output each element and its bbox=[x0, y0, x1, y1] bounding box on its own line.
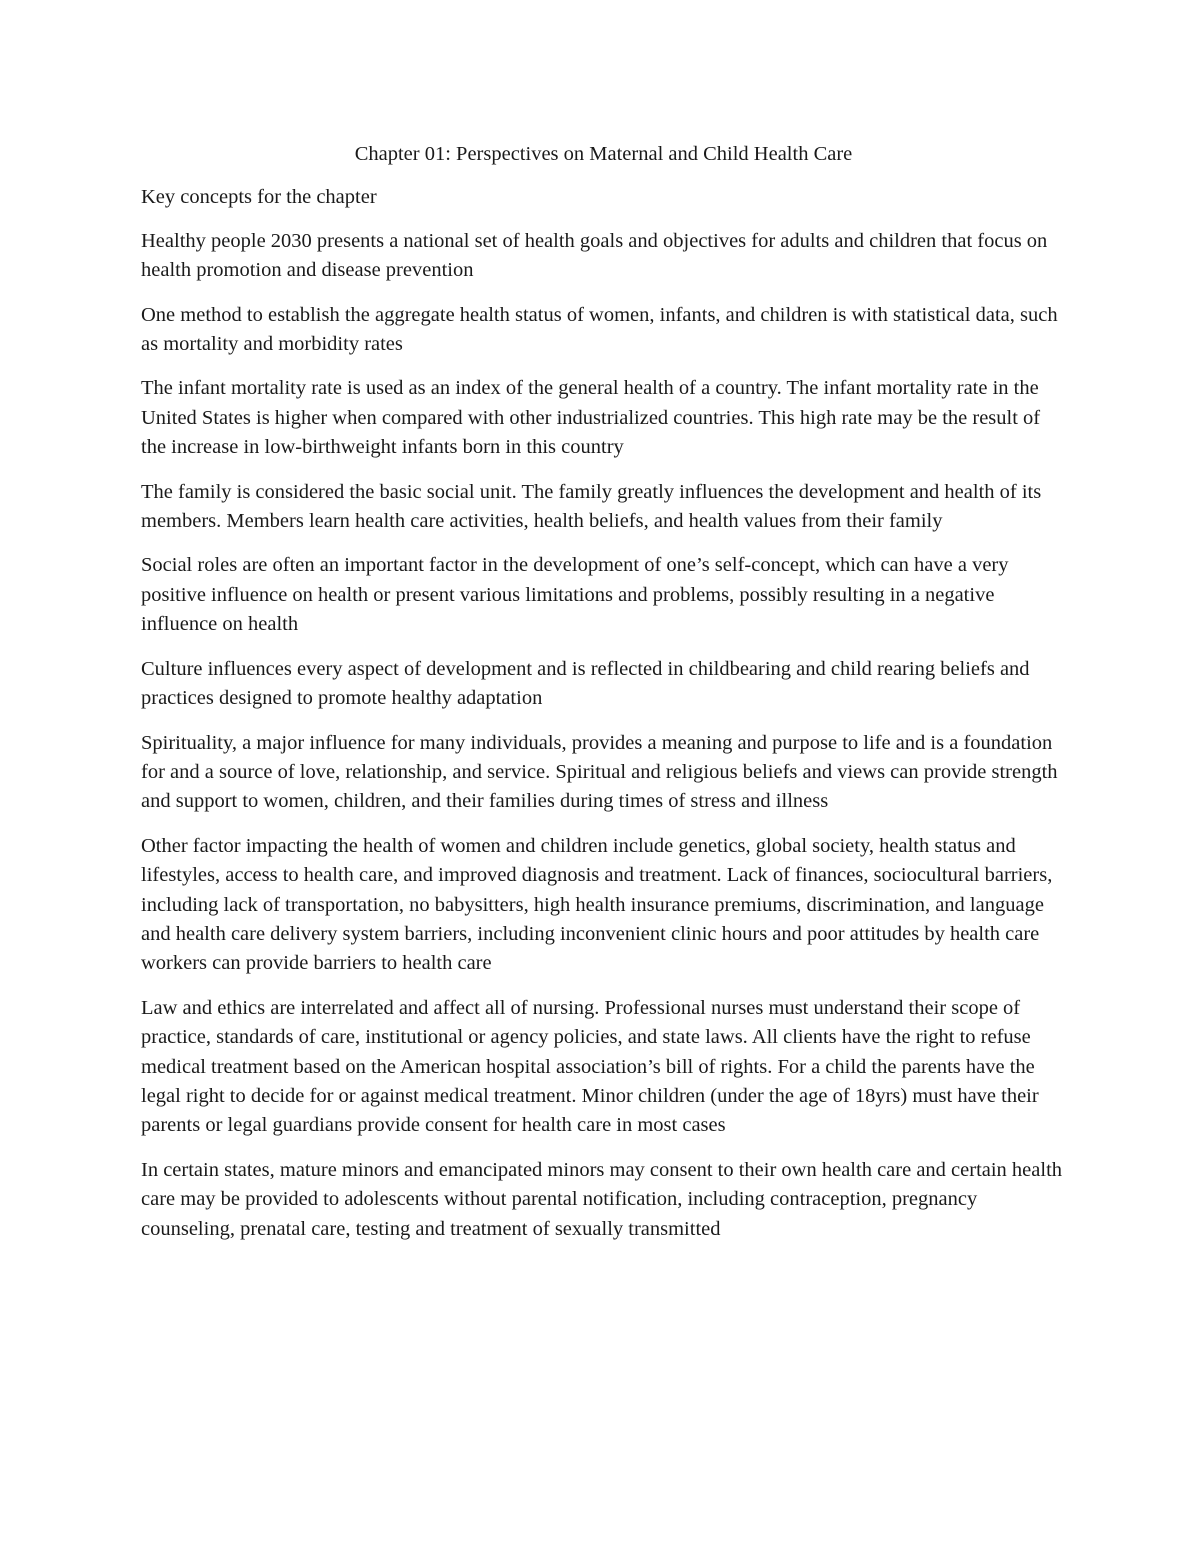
paragraph-statistical-data: One method to establish the aggregate health status of women, infants, and children is with statistical data, such as mortality and morbidity rates bbox=[141, 303, 1058, 356]
paragraph-culture: Culture influences every aspect of development and is reflected in childbearing and child rearing beliefs and practices designed to promote healthy adaptation bbox=[141, 657, 1030, 710]
paragraph-spirituality: Spirituality, a major influence for many individuals, provides a meaning and purpose to life and is a foundation for and a source of love, relationship, and service. Spiritual and religious beliefs and views can provide strength and support to women, children, and their families during times of stress and illness bbox=[141, 731, 1058, 813]
paragraph-family: The family is considered the basic social unit. The family greatly influences the development and health of its members. Members learn health care activities, health beliefs, and health values from their family bbox=[141, 480, 1042, 533]
paragraph-healthy-people: Healthy people 2030 presents a national set of health goals and objectives for adults and children that focus on health promotion and disease prevention bbox=[141, 229, 1048, 282]
paragraph-social-roles: Social roles are often an important factor in the development of one’s self-concept, which can have a very positive influence on health or present various limitations and problems, possibly resulting in a negative influence on health bbox=[141, 554, 1009, 636]
document-body bbox=[141, 140, 1066, 1259]
paragraph-other-factors: Other factor impacting the health of women and children include genetics, global society, health status and lifestyles, access to health care, and improved diagnosis and treatment. Lack of finances, sociocultural barriers, including lack of transportation, no babysitters, high health insurance premiums, discrimination, and language and health care delivery system barriers, including inconvenient clinic hours and poor attitudes by health care workers can provide barriers to health care bbox=[141, 834, 1053, 975]
paragraph-infant-mortality: The infant mortality rate is used as an index of the general health of a country. The infant mortality rate in the United States is higher when compared with other industrialized countries. This high rate may be the result of the increase in low-birthweight infants born in this country bbox=[141, 377, 1041, 459]
chapter-title: Chapter 01: Perspectives on Maternal and Child Health Care bbox=[354, 143, 853, 165]
paragraph-mature-minors: In certain states, mature minors and emancipated minors may consent to their own health care and certain health care may be provided to adolescents without parental notification, including contraception, pregnancy counseling, prenatal care, testing and treatment of sexually transmitted bbox=[141, 1158, 1063, 1240]
paragraph-law-ethics: Law and ethics are interrelated and affect all of nursing. Professional nurses must understand their scope of practice, standards of care, institutional or agency policies, and state laws. All clients have the right to refuse medical treatment based on the American hospital association’s bill of rights. For a child the parents have the legal right to decide for or against medical treatment. Minor children (under the age of 18yrs) must have their parents or legal guardians provide consent for health care in most cases bbox=[141, 996, 1039, 1137]
section-heading: Key concepts for the chapter bbox=[141, 186, 377, 209]
